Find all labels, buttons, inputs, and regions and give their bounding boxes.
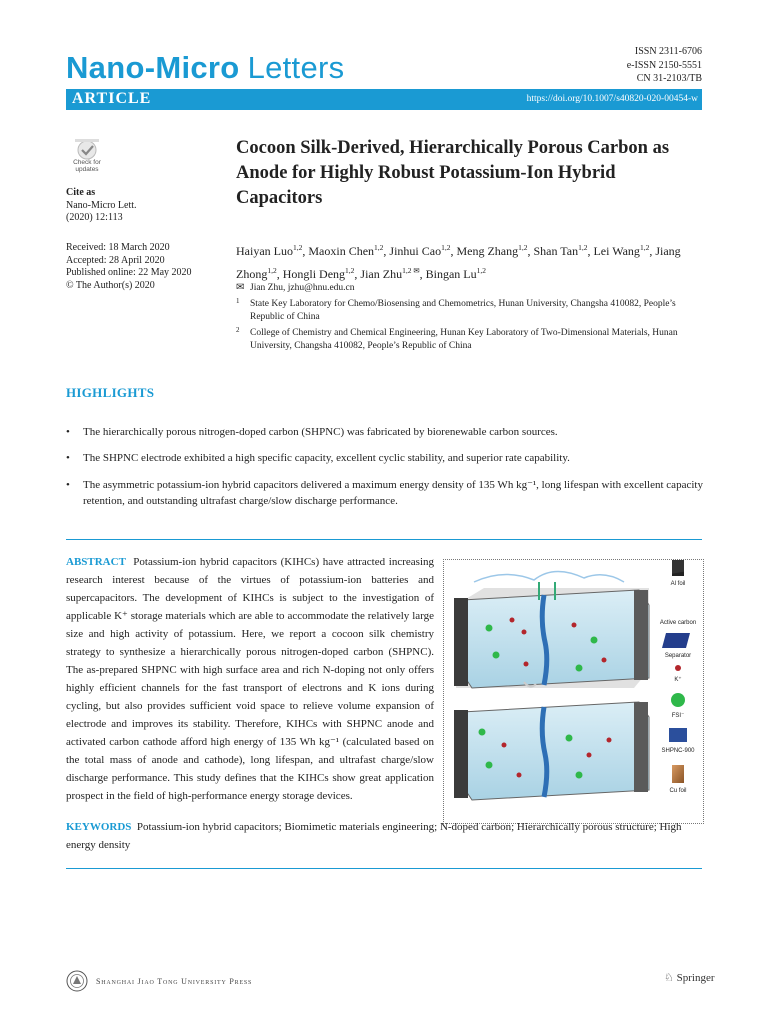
top-terminal-2 bbox=[554, 582, 556, 600]
author-affiliation: 1,2 bbox=[374, 243, 384, 252]
fsi-ion bbox=[486, 625, 493, 632]
fsi-ion bbox=[493, 652, 500, 659]
top-anode-carbon bbox=[454, 598, 468, 686]
author bbox=[456, 244, 527, 258]
highlight-text: The asymmetric potassium-ion hybrid capacitors delivered a maximum energy density of 135 Wh kg⁻¹, long lifespan with excellent capacity retention, and outstanding ultrafast charge/slow discharge performance. bbox=[83, 479, 703, 507]
sjtu-press-logo-icon bbox=[66, 970, 88, 992]
issn-block bbox=[627, 45, 702, 86]
abstract-label: ABSTRACT bbox=[66, 556, 126, 568]
bottom-cathode-carbon bbox=[634, 702, 648, 792]
affiliation-number: 1 bbox=[236, 297, 240, 305]
legend-separator: Separator bbox=[664, 653, 692, 659]
cite-label: Cite as bbox=[66, 187, 96, 198]
corresponding-email[interactable]: Jian Zhu, jzhu@hnu.edu.cn bbox=[250, 283, 355, 293]
k-ion bbox=[602, 658, 607, 663]
k-ion bbox=[517, 773, 522, 778]
author-affiliation: 1,2 bbox=[476, 266, 487, 275]
legend-k-swatch bbox=[675, 665, 681, 671]
lightning-arcs bbox=[474, 571, 624, 582]
journal-name bbox=[66, 50, 344, 86]
fsi-ion bbox=[479, 729, 486, 736]
author-name: Lei Wang bbox=[593, 244, 640, 258]
k-ion bbox=[572, 623, 577, 628]
legend-al-foil: Al foil bbox=[670, 581, 686, 587]
keywords-label: KEYWORDS bbox=[66, 821, 132, 833]
legend-fsi: FSI⁻ bbox=[671, 713, 685, 719]
highlight-text: The SHPNC electrode exhibited a high specific capacity, excellent cyclic stability, and superior rate capability. bbox=[83, 452, 570, 464]
author-affiliation: 1,2 bbox=[292, 243, 303, 252]
author-name: Jinhui Cao bbox=[389, 244, 442, 258]
eissn: e-ISSN 2150-5551 bbox=[626, 59, 702, 71]
published-date: Published online: 22 May 2020 bbox=[66, 267, 192, 278]
graphical-abstract-figure bbox=[443, 559, 704, 824]
springer-text: Springer bbox=[676, 972, 715, 984]
author-affiliation: 1,2 bbox=[639, 243, 650, 252]
springer-logo bbox=[664, 971, 715, 984]
author-affiliation: 1,2 ✉ bbox=[402, 266, 420, 275]
author bbox=[360, 267, 419, 281]
divider bbox=[66, 868, 702, 869]
cite-block bbox=[66, 187, 137, 225]
fsi-ion bbox=[576, 665, 583, 672]
k-ion bbox=[607, 738, 612, 743]
author bbox=[593, 244, 649, 258]
k-ion bbox=[522, 630, 527, 635]
bullet: • bbox=[66, 452, 70, 464]
k-ion bbox=[524, 662, 529, 667]
publisher-press: Shanghai Jiao Tong University Press bbox=[96, 977, 253, 986]
bottom-cell-electrolyte bbox=[462, 702, 649, 800]
cn-number: CN 31-2103/TB bbox=[636, 73, 702, 84]
affiliation-text: State Key Laboratory for Chemo/Biosensing and Chemometrics, Hunan University, Changsha 410082, People’s Republic of China bbox=[250, 299, 676, 322]
received-date: Received: 18 March 2020 bbox=[66, 242, 170, 253]
author-name: Jiang Zhong bbox=[236, 244, 681, 281]
author-list: Haiyan Luo$^{1,2}$, Maoxin Chen$^{1,2}$, Jinhui Cao$^{1,2}$, Meng Zhang$^{1,2}$, Shan Tan$^{1,2}$, Lei Wang$^{1,2}$, Jiang Zhong$^{1,2}$, Hongli Deng$^{1,2}$, Jian Zhu$^{1,2 ✉}$, Bingan Lu$^{1,2}$ bbox=[236, 243, 681, 281]
check-updates-line1: Check for bbox=[73, 159, 101, 166]
author bbox=[308, 244, 383, 258]
journal-name-light: Letters bbox=[247, 50, 345, 85]
accepted-date: Accepted: 28 April 2020 bbox=[66, 254, 165, 266]
abstract bbox=[66, 553, 434, 805]
doi-link[interactable]: https://doi.org/10.1007/s40820-020-00454-w bbox=[526, 94, 698, 104]
author-name: Bingan Lu bbox=[425, 267, 477, 281]
cite-ref: (2020) 12:113 bbox=[66, 212, 123, 223]
legend-shpnc: SHPNC-900 bbox=[661, 748, 695, 754]
author bbox=[533, 244, 587, 258]
author-name: Hongli Deng bbox=[282, 267, 346, 281]
highlights-heading: HIGHLIGHTS bbox=[66, 385, 155, 400]
kihc-schematic bbox=[444, 560, 703, 823]
legend-separator-swatch bbox=[662, 633, 690, 648]
bullet: • bbox=[66, 426, 70, 438]
springer-horse-icon: ♘ bbox=[664, 972, 674, 984]
keywords bbox=[66, 818, 702, 854]
k-ion bbox=[502, 743, 507, 748]
author bbox=[389, 244, 450, 258]
author-affiliation: 1,2 bbox=[345, 266, 355, 275]
article-type-label: ARTICLE bbox=[72, 90, 152, 107]
bullet: • bbox=[66, 479, 70, 491]
top-terminal-1 bbox=[538, 582, 540, 600]
author bbox=[283, 267, 355, 281]
legend-k: K⁺ bbox=[674, 677, 682, 683]
k-ion bbox=[510, 618, 515, 623]
author bbox=[236, 244, 302, 258]
check-updates-icon bbox=[66, 138, 108, 160]
legend-cu-foil: Cu foil bbox=[669, 788, 687, 794]
legend-fsi-swatch bbox=[671, 693, 685, 707]
fsi-ion bbox=[486, 762, 493, 769]
cite-journal: Nano-Micro Lett. bbox=[66, 199, 137, 211]
envelope-icon: ✉ bbox=[236, 282, 245, 293]
bottom-anode-carbon bbox=[454, 710, 468, 798]
author-affiliation: 1,2 bbox=[267, 266, 277, 275]
legend-active-carbon-swatch bbox=[672, 560, 684, 574]
fsi-ion bbox=[576, 772, 583, 779]
keywords-text: Potassium-ion hybrid capacitors; Biomimetic materials engineering; N-doped carbon; Hierarchically porous structure; High energy density bbox=[66, 821, 682, 851]
k-ion bbox=[587, 753, 592, 758]
check-for-updates-badge[interactable] bbox=[66, 138, 108, 180]
issn: ISSN 2311-6706 bbox=[634, 46, 702, 57]
author-name: Meng Zhang bbox=[456, 244, 519, 258]
author-name: Shan Tan bbox=[533, 244, 579, 258]
divider bbox=[66, 539, 702, 540]
article-title: Cocoon Silk-Derived, Hierarchically Porous Carbon as Anode for Highly Robust Potassium-Ion Hybrid Capacitors bbox=[236, 138, 670, 208]
author-affiliation: 1,2 bbox=[441, 243, 451, 252]
fsi-ion bbox=[566, 735, 573, 742]
top-cell-electrolyte bbox=[462, 590, 649, 688]
top-cathode-carbon bbox=[634, 590, 648, 680]
author bbox=[426, 267, 486, 281]
author-affiliation: 1,2 bbox=[518, 243, 528, 252]
highlight-text: The hierarchically porous nitrogen-doped carbon (SHPNC) was fabricated by biorenewable carbon sources. bbox=[83, 426, 558, 438]
legend-cu-foil-swatch bbox=[672, 765, 684, 783]
legend-active-carbon: Active carbon bbox=[659, 620, 697, 626]
affiliation-text: College of Chemistry and Chemical Engineering, Hunan Key Laboratory of Two-Dimensional Materials, Hunan University, Changsha 410082, People’s Republic of China bbox=[250, 328, 678, 351]
affiliation-number: 2 bbox=[236, 326, 240, 334]
legend-shpnc-swatch bbox=[669, 728, 687, 742]
dates-block bbox=[66, 242, 192, 292]
author-name: Jian Zhu bbox=[360, 267, 403, 281]
abstract-text: Potassium-ion hybrid capacitors (KIHCs) have attracted increasing research interest because of the virtues of potassium-ion batteries and supercapacitors. The development of KIHCs is subject to the investigation of applicable K⁺ storage materials which are able to accommodate the relatively large size and high activity of potassium. Here, we report a cocoon silk chemistry strategy to synthesize a hierarchically porous nitrogen-doped carbon (SHPNC). The as-prepared SHPNC with high surface area and rich N-doping not only offers highly efficient channels for the fast transport of electrons and K ions during cycling, but also provides sufficient void space to relieve volume expansion of electrode and improves its stability. Therefore, KIHCs with SHPNC anode and activated carbon cathode afford high energy of 135 Wh kg⁻¹ (calculated based on the total mass of anode and cathode), long lifespan, and ultrafast charge/slow discharge performance. This study defines that the KIHCs show great application prospect in the field of high-performance energy storage devices. bbox=[66, 556, 435, 802]
author-affiliation: 1,2 bbox=[578, 243, 588, 252]
copyright: © The Author(s) 2020 bbox=[66, 279, 155, 291]
author-name: Haiyan Luo bbox=[236, 244, 293, 258]
journal-name-bold: Nano-Micro bbox=[66, 50, 240, 85]
check-updates-line2: updates bbox=[75, 166, 99, 173]
author-name: Maoxin Chen bbox=[308, 244, 375, 258]
fsi-ion bbox=[591, 637, 598, 644]
